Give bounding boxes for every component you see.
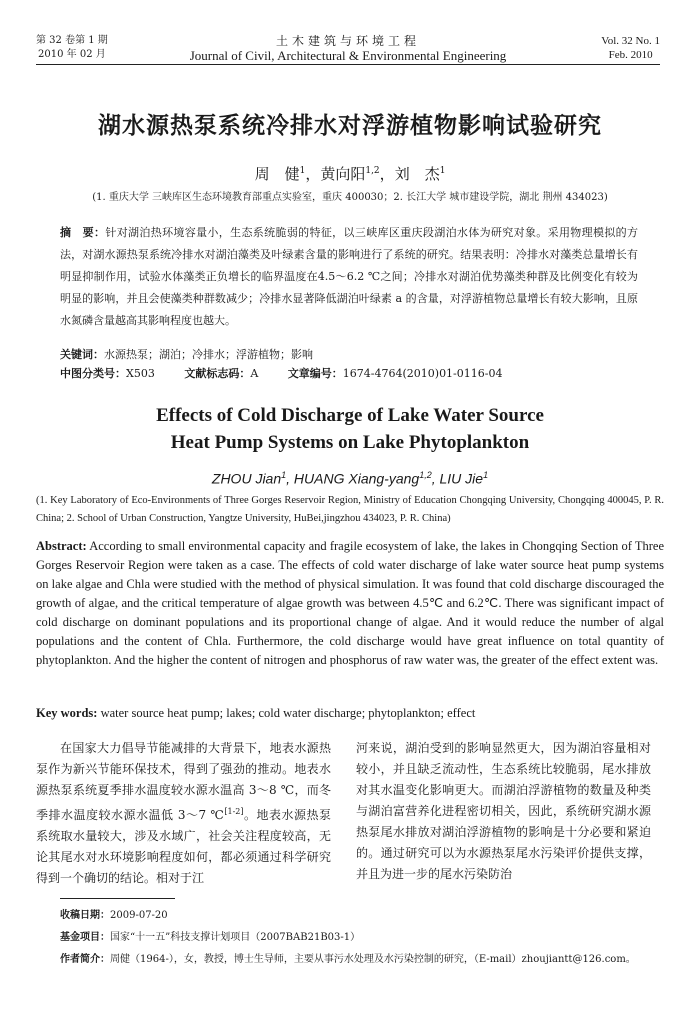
body-left-text-cont: 。地表水源热泵系统取水量较大，涉及水域广，社会关注程度较高，无论其尾水对水环境影响程度如何，都必须通过科学研究得到一个确切的结论。相对于江 xyxy=(36,808,331,885)
author-2-sup: 1,2 xyxy=(365,166,380,176)
author-3-en: LIU Jie xyxy=(439,470,484,487)
volume-issue-en: Vol. 32 No. 1 xyxy=(601,35,660,47)
authors-en: ZHOU Jian$^1$, HUANG Xiang-yang$^{1,2}$, LIU Jie$^1$ xyxy=(211,470,489,487)
affiliation-en: (1. Key Laboratory of Eco-Environments of Three Gorges Reservoir Region, Ministry of Education Chongqing University, Chongqing 400045, P. R. China; 2. School of Urban Construction, Yangtze University, HuBei,jingzhou 434023, P. R. China) xyxy=(36,495,664,524)
art-label: 文章编号： xyxy=(287,367,343,380)
author-bio xyxy=(60,949,664,971)
clc-value: X503 xyxy=(126,367,155,380)
received-label: 收稿日期： xyxy=(60,910,110,921)
title-en-line-1: Effects of Cold Discharge of Lake Water Source xyxy=(156,405,544,426)
abstract-cn xyxy=(60,222,638,332)
art-value: 1674-4764(2010)01-0116-04 xyxy=(342,367,503,380)
keywords-en-text: water source heat pump; lakes; cold water discharge; phytoplankton; effect xyxy=(97,706,476,720)
article-number xyxy=(288,365,503,383)
author-1-cn: 周 健 xyxy=(254,165,300,183)
abstract-cn-label: 摘 要： xyxy=(60,226,106,239)
journal-name-cn: 土木建筑与环境工程 xyxy=(275,34,420,48)
author-3-en-sup: 1 xyxy=(483,470,489,480)
journal-name-en: Journal of Civil, Architectural & Environmental Engineering xyxy=(189,48,507,63)
keywords-cn-text: 水源热泵；湖泊；冷排水；浮游植物；影响 xyxy=(104,348,313,361)
keywords-en xyxy=(36,704,664,723)
body-left-text: 在国家大力倡导节能减排的大背景下，地表水源热泵作为新兴节能环保技术，得到了强劲的推动。地表水源热泵系统夏季排水温度较水源水温高 3～8 ℃，而冬季排水温度较水源水温低 3～7 ℃ xyxy=(36,741,331,822)
date-cn: 2010 年 02 月 xyxy=(38,49,106,60)
clc-label: 中图分类号： xyxy=(60,367,126,380)
issue-info-en xyxy=(601,34,660,62)
body-column-right: 河来说，湖泊受到的影响显然更大，因为湖泊容量相对较小，并且缺乏流动性，生态系统比较脆弱，尾水排放对其水温变化影响更大。而湖泊浮游植物的数量及种类与湖泊富营养化进程密切相关，因此，系统研究湖水源热泵尾水排放对湖泊浮游植物的影响是十分必要和紧迫的。通过研究可以为水源热泵尾水污染评价提供支撑，并且为进一步的尾水污染防治 xyxy=(356,741,651,881)
author-bio-value: 周健（1964-），女，教授，博士生导师，主要从事污水处理及水污染控制的研究，（E-mail）zhoujiantt@126.com。 xyxy=(110,954,636,965)
citation-1-2: [1-2] xyxy=(224,807,244,816)
keywords-en-label: Key words: xyxy=(36,706,98,720)
doc-label: 文献标志码： xyxy=(184,367,251,380)
author-1-en: ZHOU Jian xyxy=(211,470,282,487)
document-code xyxy=(184,365,258,383)
abstract-cn-text: 针对湖泊热环境容量小，生态系统脆弱的特征，以三峡库区重庆段湖泊水体为研究对象。采用物理模拟的方法，对湖水源热泵系统冷排水对湖泊藻类及叶绿素含量的影响进行了系统的研究。结果表明：冷排水对藻类总量增长有明显抑制作用，试验水体藻类正负增长的临界温度在4.5～6.2 ℃之间；冷排水对湖泊优势藻类种群及比例变化有较为明显的影响，并且会使藻类种群数减少；冷排水显著降低湖泊叶绿素 a 的含量，对浮游植物总量增长有较大影响，且原水氮磷含量越高其影响程度也越大。 xyxy=(60,226,639,327)
body-column-left xyxy=(36,738,331,889)
issue-info-cn xyxy=(36,34,108,62)
author-3-sup: 1 xyxy=(439,166,446,176)
author-1-sup: 1 xyxy=(299,166,306,176)
fund-label: 基金项目： xyxy=(60,932,110,943)
author-3-cn: 刘 杰 xyxy=(394,165,440,183)
affiliation-cn: (1. 重庆大学 三峡库区生态环境教育部重点实验室，重庆 400030；2. 长江大学 城市建设学院，湖北 荆州 434023) xyxy=(92,192,608,203)
abstract-en-label: Abstract: xyxy=(36,539,87,553)
keywords-cn-label: 关键词： xyxy=(60,348,104,361)
title-en xyxy=(0,402,700,456)
title-en-line-2: Heat Pump Systems on Lake Phytoplankton xyxy=(170,432,530,453)
clc-number xyxy=(60,365,155,383)
author-2-en: HUANG Xiang-yang xyxy=(293,470,420,487)
fund-value: 国家“十一五”科技支撑计划项目（2007BAB21B03-1） xyxy=(110,932,361,943)
doc-value: A xyxy=(250,367,259,380)
received-value: 2009-07-20 xyxy=(110,910,168,921)
keywords-cn xyxy=(60,346,638,364)
author-2-en-sup: 1,2 xyxy=(419,470,432,480)
footnote-divider xyxy=(60,898,175,899)
footnotes xyxy=(60,905,664,971)
author-2-cn: 黄向阳 xyxy=(320,165,366,183)
abstract-en xyxy=(36,537,664,670)
journal-name xyxy=(156,34,540,64)
running-header xyxy=(36,34,660,65)
date-en: Feb. 2010 xyxy=(608,49,653,61)
received-date xyxy=(60,905,664,927)
abstract-en-text: According to small environmental capacity and fragile ecosystem of lake, the lakes in Chongqing Section of Three Gorges Reservoir Region were taken as a case. The effects of cold water discharge of lake water source heat pump systems on lake algae and Chla were studied with the method of physical simulation. It was found that cold discharge discouraged the growth of algae, and the critical temperature of algae growth was between 4.5℃ and 6.2℃. There was significant impact of cold discharge on dominant populations and its proportional change of algae. And it would reduce the number of algal populations and the content of Chla. Furthermore, the cold discharge would have great influence on total quantity of phytoplankton. And the higher the content of nitrogen and phosphorus of raw water was, the greater of the effect extent was. xyxy=(36,539,664,667)
author-1-en-sup: 1 xyxy=(281,470,287,480)
authors-cn: 周 健$^1$，黄向阳$^{1,2}$，刘 杰$^1$ xyxy=(254,165,446,183)
volume-issue-cn: 第 32 卷第 1 期 xyxy=(36,35,108,46)
title-cn: 湖水源热泵系统冷排水对浮游植物影响试验研究 xyxy=(98,113,602,139)
author-bio-label: 作者简介： xyxy=(60,954,110,965)
fund-project xyxy=(60,927,664,949)
classification-line xyxy=(60,365,638,383)
